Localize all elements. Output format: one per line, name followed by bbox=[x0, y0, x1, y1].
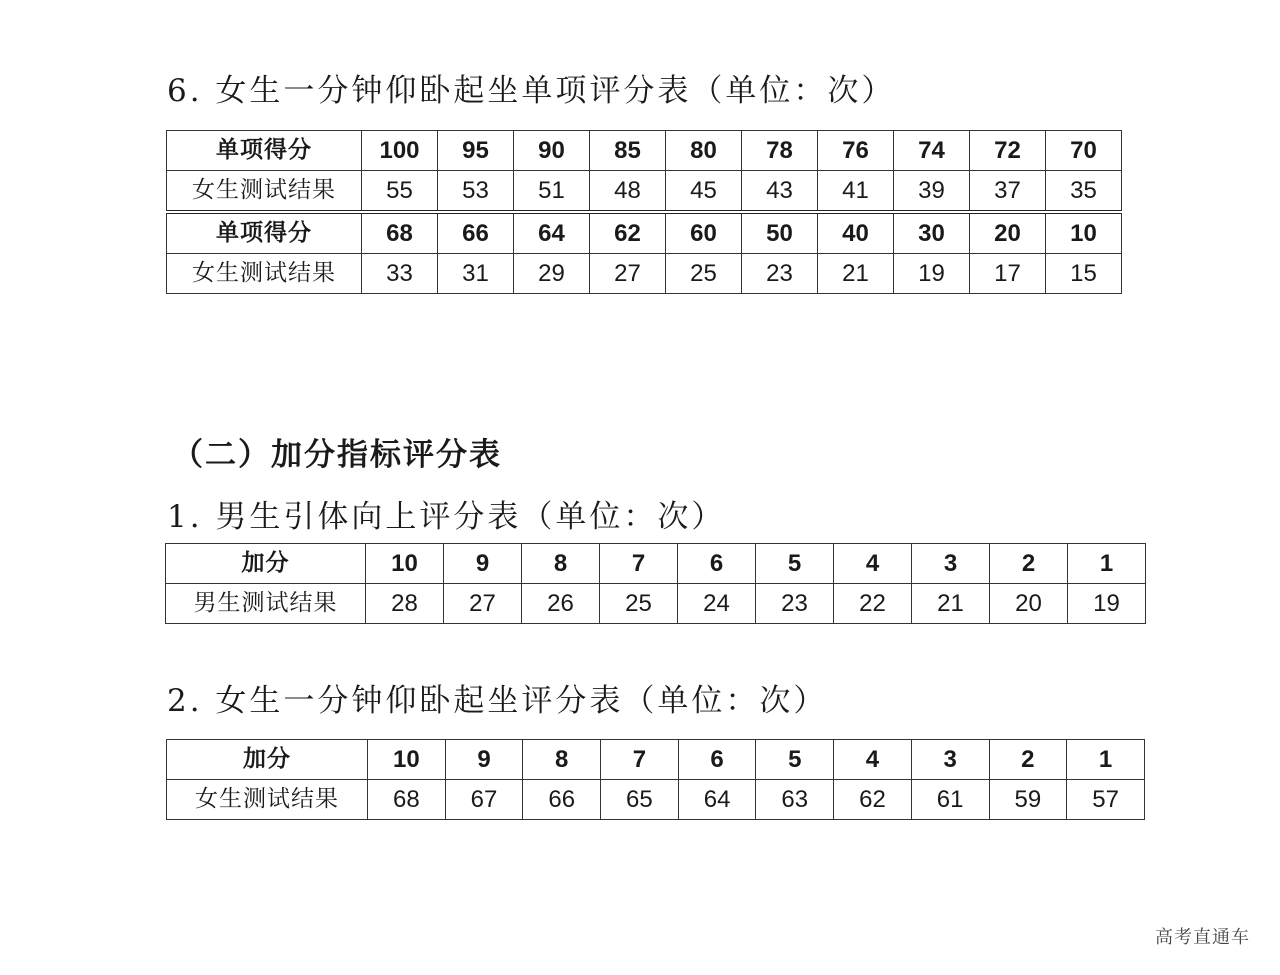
table-cell: 59 bbox=[989, 780, 1067, 820]
table-cell: 65 bbox=[601, 780, 679, 820]
table-cell: 19 bbox=[894, 254, 970, 294]
table6 bbox=[166, 130, 1122, 294]
table-cell: 26 bbox=[522, 584, 600, 624]
row-label: 女生测试结果 bbox=[167, 780, 368, 820]
table-cell: 64 bbox=[514, 212, 590, 254]
table-cell: 74 bbox=[894, 131, 970, 171]
table-row bbox=[167, 740, 1145, 780]
table-cell: 4 bbox=[834, 544, 912, 584]
table-cell: 66 bbox=[438, 212, 514, 254]
table-row bbox=[167, 212, 1122, 254]
table-cell: 68 bbox=[362, 212, 438, 254]
table-cell: 35 bbox=[1046, 171, 1122, 213]
table-cell: 57 bbox=[1067, 780, 1145, 820]
table-cell: 76 bbox=[818, 131, 894, 171]
table-cell: 31 bbox=[438, 254, 514, 294]
table-cell: 95 bbox=[438, 131, 514, 171]
bonus1-table bbox=[165, 543, 1146, 624]
table-cell: 5 bbox=[756, 740, 834, 780]
bonus1-title: 1. 男生引体向上评分表（单位：次） bbox=[167, 499, 726, 535]
table-cell: 9 bbox=[445, 740, 523, 780]
table-cell: 8 bbox=[522, 544, 600, 584]
table-cell: 33 bbox=[362, 254, 438, 294]
table-cell: 27 bbox=[590, 254, 666, 294]
table-cell: 9 bbox=[444, 544, 522, 584]
table-cell: 60 bbox=[666, 212, 742, 254]
table-cell: 21 bbox=[818, 254, 894, 294]
table-cell: 3 bbox=[912, 544, 990, 584]
table-cell: 61 bbox=[911, 780, 989, 820]
table-row bbox=[167, 171, 1122, 213]
table-cell: 40 bbox=[818, 212, 894, 254]
table-cell: 2 bbox=[989, 740, 1067, 780]
table-cell: 45 bbox=[666, 171, 742, 213]
row-label: 加分 bbox=[167, 740, 368, 780]
table-cell: 1 bbox=[1068, 544, 1146, 584]
table-cell: 62 bbox=[590, 212, 666, 254]
table-cell: 17 bbox=[970, 254, 1046, 294]
table-cell: 41 bbox=[818, 171, 894, 213]
table-cell: 63 bbox=[756, 780, 834, 820]
table-cell: 4 bbox=[834, 740, 912, 780]
table-cell: 72 bbox=[970, 131, 1046, 171]
row-label: 男生测试结果 bbox=[166, 584, 366, 624]
table-cell: 67 bbox=[445, 780, 523, 820]
table-row bbox=[167, 131, 1122, 171]
row-label: 女生测试结果 bbox=[167, 254, 362, 294]
table-cell: 23 bbox=[742, 254, 818, 294]
section-title: （二）加分指标评分表 bbox=[172, 437, 502, 473]
table-cell: 55 bbox=[362, 171, 438, 213]
table-cell: 37 bbox=[970, 171, 1046, 213]
table-cell: 5 bbox=[756, 544, 834, 584]
table-cell: 10 bbox=[1046, 212, 1122, 254]
table-cell: 23 bbox=[756, 584, 834, 624]
table-cell: 3 bbox=[911, 740, 989, 780]
table-row bbox=[167, 780, 1145, 820]
row-label: 加分 bbox=[166, 544, 366, 584]
row-label: 女生测试结果 bbox=[167, 171, 362, 213]
row-label: 单项得分 bbox=[167, 212, 362, 254]
bonus2-table bbox=[166, 739, 1145, 820]
table-cell: 1 bbox=[1067, 740, 1145, 780]
table-row bbox=[167, 254, 1122, 294]
table-cell: 22 bbox=[834, 584, 912, 624]
table-cell: 48 bbox=[590, 171, 666, 213]
table-cell: 50 bbox=[742, 212, 818, 254]
watermark-text: 高考直通车 bbox=[1155, 927, 1250, 948]
table-cell: 10 bbox=[368, 740, 446, 780]
table-cell: 24 bbox=[678, 584, 756, 624]
table6-title: 6. 女生一分钟仰卧起坐单项评分表（单位：次） bbox=[167, 73, 896, 109]
table-cell: 19 bbox=[1068, 584, 1146, 624]
table-cell: 2 bbox=[990, 544, 1068, 584]
table-cell: 70 bbox=[1046, 131, 1122, 171]
table-cell: 68 bbox=[368, 780, 446, 820]
table-cell: 30 bbox=[894, 212, 970, 254]
table-cell: 28 bbox=[366, 584, 444, 624]
table-cell: 43 bbox=[742, 171, 818, 213]
table-cell: 39 bbox=[894, 171, 970, 213]
table-cell: 15 bbox=[1046, 254, 1122, 294]
table-cell: 90 bbox=[514, 131, 590, 171]
bonus2-title: 2. 女生一分钟仰卧起坐评分表（单位：次） bbox=[167, 683, 828, 719]
row-label: 单项得分 bbox=[167, 131, 362, 171]
table-cell: 85 bbox=[590, 131, 666, 171]
table-cell: 21 bbox=[912, 584, 990, 624]
table-cell: 64 bbox=[678, 780, 756, 820]
table-row bbox=[166, 584, 1146, 624]
table-cell: 7 bbox=[601, 740, 679, 780]
table-cell: 20 bbox=[990, 584, 1068, 624]
table-cell: 100 bbox=[362, 131, 438, 171]
table-cell: 80 bbox=[666, 131, 742, 171]
table-cell: 25 bbox=[600, 584, 678, 624]
table-cell: 25 bbox=[666, 254, 742, 294]
table-cell: 29 bbox=[514, 254, 590, 294]
table-cell: 10 bbox=[366, 544, 444, 584]
table-cell: 62 bbox=[834, 780, 912, 820]
table-cell: 8 bbox=[523, 740, 601, 780]
table-cell: 78 bbox=[742, 131, 818, 171]
table-cell: 7 bbox=[600, 544, 678, 584]
table-cell: 6 bbox=[678, 740, 756, 780]
table-cell: 53 bbox=[438, 171, 514, 213]
table-row bbox=[166, 544, 1146, 584]
table-cell: 6 bbox=[678, 544, 756, 584]
table-cell: 20 bbox=[970, 212, 1046, 254]
table-cell: 51 bbox=[514, 171, 590, 213]
table-cell: 27 bbox=[444, 584, 522, 624]
table-cell: 66 bbox=[523, 780, 601, 820]
